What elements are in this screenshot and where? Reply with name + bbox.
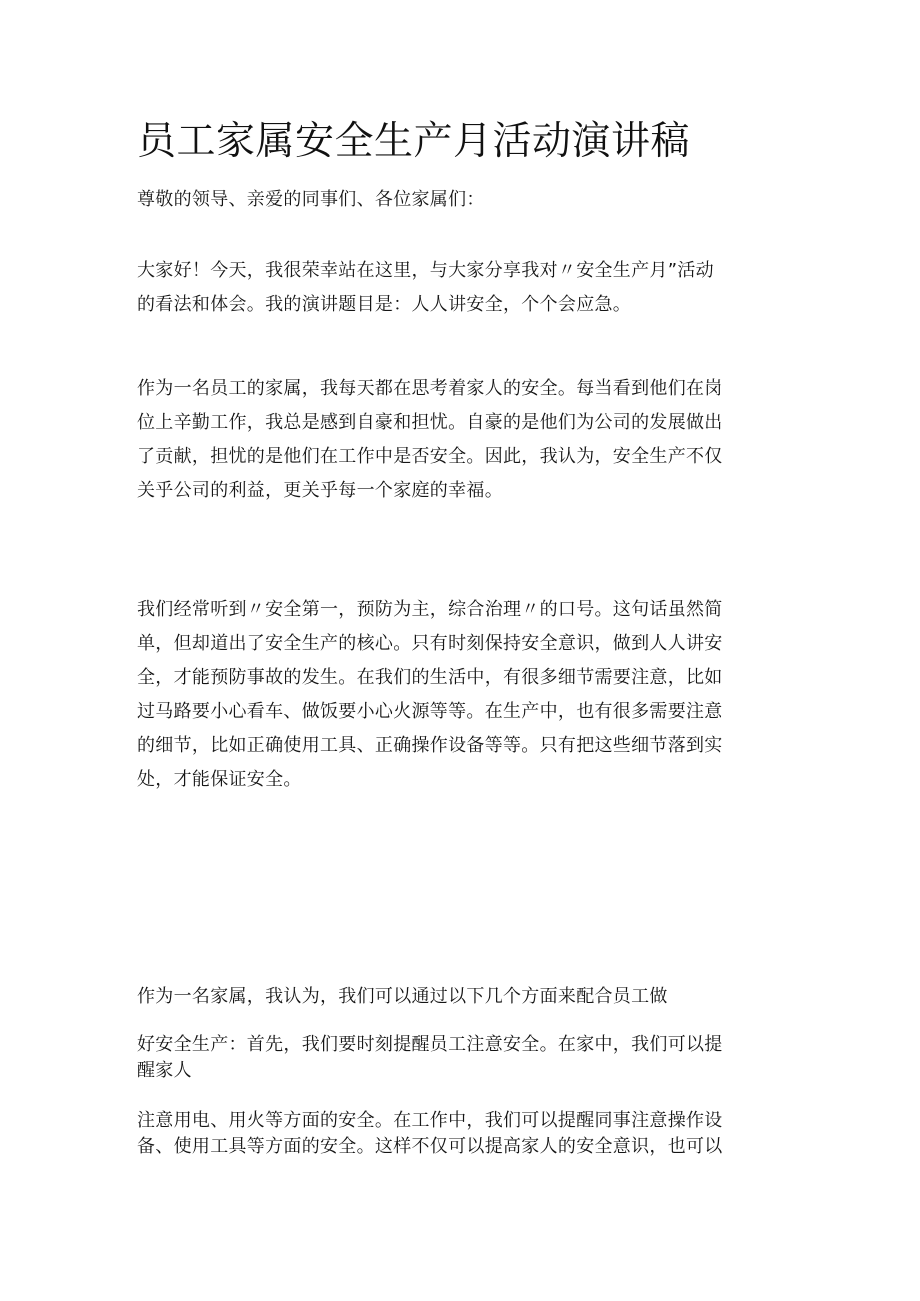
paragraph-line: 过马路要小心看车、做饭要小心火源等等。在生产中，也有很多需要注意	[137, 701, 723, 722]
paragraph-2	[137, 372, 787, 508]
document-title: 员工家属安全生产月活动演讲稿	[137, 119, 691, 164]
paragraph-line: 位上辛勤工作，我总是感到自豪和担忧。自豪的是他们为公司的发展做出	[137, 412, 723, 433]
salutation: 尊敬的领导、亲爱的同事们、各位家属们：	[137, 189, 485, 210]
paragraph-line: 作为一名员工的家属，我每天都在思考着家人的安全。每当看到他们在岗	[137, 378, 723, 399]
paragraph-line: 全，才能预防事故的发生。在我们的生活中，有很多细节需要注意，比如	[137, 667, 723, 688]
paragraph-1	[137, 254, 787, 322]
paragraph-line: 单，但却道出了安全生产的核心。只有时刻保持安全意识，做到人人讲安	[137, 633, 723, 654]
paragraph-line: 的看法和体会。我的演讲题目是：人人讲安全，个个会应急。	[137, 294, 632, 315]
paragraph-line: 大家好！今天，我很荣幸站在这里，与大家分享我对〃安全生产月”活动	[137, 260, 714, 281]
paragraph-3	[137, 593, 787, 797]
paragraph-line: 注意用电、用火等方面的安全。在工作中，我们可以提醒同事注意操作设	[137, 1110, 723, 1131]
paragraph-line: 处，才能保证安全。	[137, 769, 302, 790]
paragraph-4	[137, 983, 787, 1011]
paragraph-line: 好安全生产：首先，我们要时刻提醒员工注意安全。在家中，我们可以提	[137, 1034, 723, 1055]
paragraph-line: 我们经常听到〃安全第一，预防为主，综合治理〃的口号。这句话虽然简	[137, 599, 723, 620]
paragraph-line: 备、使用工具等方面的安全。这样不仅可以提高家人的安全意识，也可以	[137, 1136, 723, 1157]
paragraph-5	[137, 1032, 787, 1084]
paragraph-line: 醒家人	[137, 1060, 192, 1081]
paragraph-line: 的细节，比如正确使用工具、正确操作设备等等。只有把这些细节落到实	[137, 735, 723, 756]
paragraph-6	[137, 1108, 787, 1160]
paragraph-line: 了贡献，担忧的是他们在工作中是否安全。因此，我认为，安全生产不仅	[137, 446, 723, 467]
paragraph-line: 作为一名家属，我认为，我们可以通过以下几个方面来配合员工做	[137, 986, 668, 1007]
paragraph-line: 关乎公司的利益，更关乎每一个家庭的幸福。	[137, 480, 503, 501]
